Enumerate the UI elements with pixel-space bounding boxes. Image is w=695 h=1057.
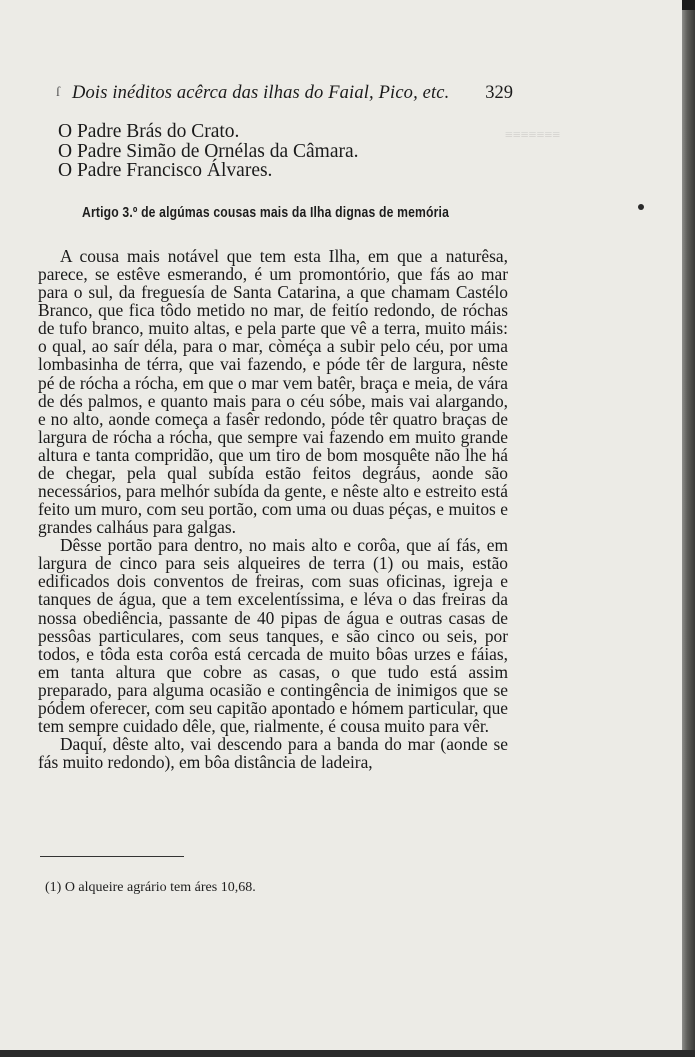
page-stack-edge — [682, 10, 695, 1057]
name-item: O Padre Simão de Ornélas da Câmara. — [58, 140, 359, 162]
footnote-rule — [40, 856, 184, 857]
page-number: 329 — [485, 83, 513, 103]
name-item: O Padre Francisco Álvares. — [58, 160, 273, 181]
name-item: O Padre Brás do Crato. — [58, 121, 240, 142]
paragraph: Daquí, dêste alto, vai descendo para a banda do mar (aonde se fás muito redondo), em bôa distância de ladeira, — [38, 734, 508, 773]
paragraph: A cousa mais notável que tem esta Ilha, em que a naturêsa, parece, se estêve esmerando, é um promontório, que fás ao mar para o sul, da freguesía de Santa Catarina, a que chamam Castélo Branco, que fica tôdo metido no mar, de feitío redondo, de róchas de tufo branco, muito altas, e pela parte que vê a terra, muito máis: o qual, ao saír déla, para o mar, còméça a subir pelo céu, por uma lombasinha de térra, que vai fazendo, e póde têr de largura, nêste pé de rócha a rócha, em que o mar vem batêr, braça e meia, de vára de dés palmos, e quanto mais para o céu sóbe, mais vai alargando, e no alto, aonde começa a fasêr redondo, póde têr quatro braças de largura de rócha a rócha, que sempre vai fazendo em muito grande altura e tanta compridão, que um tiro de bom mosquête não lhe há de chegar, pela qual subída estão feitos degráus, aonde são necessários, para melhór subída da gente, e nêste alto e estreito está feito um muro, com seu portão, com uma ou duas péças, e muitos e grandes calháus para galgas. — [38, 246, 508, 538]
paragraph: Dêsse portão para dentro, no mais alto e corôa, que aí fás, em largura de cinco para seis alqueires de terra (1) ou mais, estão edificados dois conventos de freiras, com suas oficinas, igreja e tanques de água, que a tem excelentíssima, e léva o das freiras da nossa obediência, passante de 40 pipas de água e outras casas de pessôas particulares, com seus tanques, e são cinco ou seis, por todos, e tôda esta corôa está cercada de muito bôas urzes e fáias, em tanta altura que cobre as casas, o que tudo está assim preparado, para alguma ocasião e contingência de inimigos que se pódem oferecer, com seu capitão apontado e hómem particular, que tem sempre cuidado dêle, que, rialmente, é cousa muito para vêr. — [38, 535, 508, 737]
show-through-text: ≡≡≡≡≡≡≡ — [505, 128, 561, 143]
running-title: Dois inéditos acêrca das ilhas do Faial, Pico, etc. — [72, 83, 450, 103]
running-header — [56, 83, 513, 111]
footnote: (1) O alqueire agrário tem áres 10,68. — [45, 880, 256, 895]
ink-speck — [638, 204, 644, 210]
margin-mark: ſ — [56, 85, 60, 100]
body-text — [38, 247, 508, 771]
page-bottom-shadow — [0, 1050, 695, 1057]
article-heading: Artigo 3.º de algúmas cousas mais da Ilha dignas de memória — [82, 205, 450, 221]
names-list — [58, 122, 518, 181]
